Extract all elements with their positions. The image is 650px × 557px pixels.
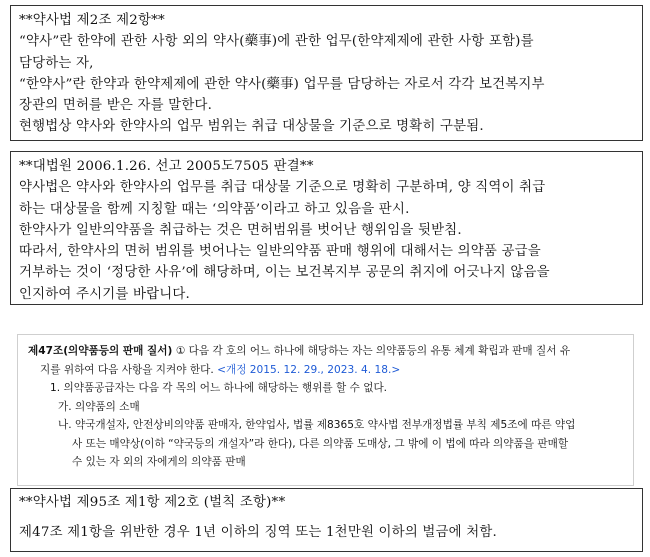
text-line: “한약사”란 한약과 한약제제에 관한 약사(藥事) 업무를 담당하는 자로서 각각 보건복지부 (19, 76, 545, 92)
clause-1-na-cont: 수 있는 자 외의 자에게의 의약품 판매 (72, 456, 246, 468)
statute-box-article2 (10, 5, 643, 141)
text-line: 제47조 제1항을 위반한 경우 1년 이하의 징역 또는 1천만원 이하의 벌금에 처함. (19, 525, 497, 540)
text-line: 현행법상 약사와 한약사의 업무 범위는 취급 대상물을 기준으로 명확히 구분됨. (19, 119, 484, 135)
text-line: 한약사가 일반의약품을 취급하는 것은 면허범위를 벗어난 행위임을 뒷받침. (19, 222, 462, 238)
box-title: **약사법 제95조 제1항 제2호 (벌칙 조항)** (19, 495, 286, 510)
article-title: 제47조(의약품등의 판매 질서) (28, 345, 173, 357)
clause-1-na: 나. 약국개설자, 안전상비의약품 판매자, 한약업사, 법률 제8365호 약사법 전부개정법률 부칙 제5조에 따른 약업 (58, 419, 576, 431)
clause-1-ga: 가. 의약품의 소매 (58, 400, 140, 413)
article-intro-text: 지를 위하여 다음 사항을 지켜야 한다. (40, 363, 214, 376)
text-line: 거부하는 것이 ‘정당한 사유’에 해당하며, 이는 보건복지부 공문의 취지에 어긋나지 않음을 (19, 265, 550, 281)
article-intro: ① 다음 각 호의 어느 하나에 해당하는 자는 의약품등의 유통 체계 확립과 판매 질서 유 (172, 345, 571, 357)
court-ruling-box (10, 151, 643, 305)
text-line: 약사법은 약사와 한약사의 업무를 취급 대상물 기준으로 명확히 구분하며, 양 직역이 취급 (19, 180, 546, 196)
box-title: **약사법 제2조 제2항** (19, 13, 165, 28)
text-line: 장관의 면허를 받은 자를 말한다. (19, 98, 213, 114)
text-line: 인지하여 주시기를 바랍니다. (19, 286, 190, 302)
clause-1-na-cont: 사 또는 매약상(이하 “약국등의 개설자”라 한다), 다른 의약품 도매상, 그 밖에 이 법에 따라 의약품을 판매할 (72, 437, 569, 450)
box-title: **대법원 2006.1.26. 선고 2005도7505 판결** (19, 159, 314, 174)
text-line: “약사”란 한약에 관한 사항 외의 약사(藥事)에 관한 업무(한약제제에 관한 사항 포함)를 (19, 34, 534, 50)
penalty-box (10, 488, 643, 552)
law-article47-excerpt (17, 334, 634, 486)
text-line: 하는 대상물을 함께 지칭할 때는 ‘의약품’이라고 하고 있음을 판시. (19, 201, 410, 217)
clause-1: 1. 의약품공급자는 다음 각 목의 어느 하나에 해당하는 행위를 할 수 없다. (50, 382, 388, 394)
text-line: 담당하는 자, (19, 55, 94, 71)
text-line: 따라서, 한약사의 면허 범위를 벗어나는 일반의약품 판매 행위에 대해서는 의약품 공급을 (19, 244, 541, 260)
article-intro-cont (28, 361, 623, 380)
article-heading (28, 342, 623, 361)
amendment-note: <개정 2015. 12. 29., 2023. 4. 18.> (217, 363, 401, 376)
